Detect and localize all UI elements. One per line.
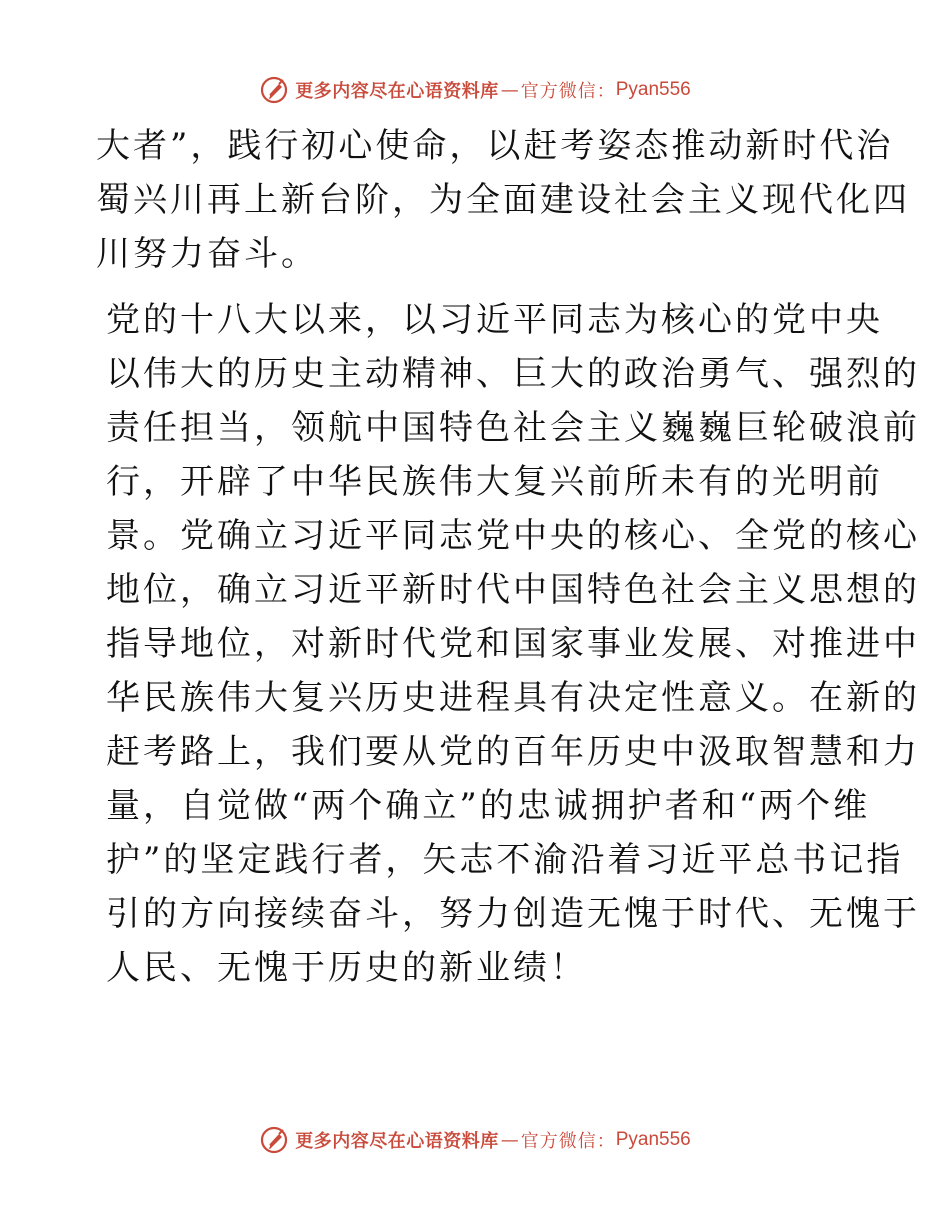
paragraph-line: 蜀兴川再上新台阶，为全面建设社会主义现代化四: [96, 180, 910, 220]
paragraph-line: 指导地位，对新时代党和国家事业发展、对推进中: [106, 624, 920, 664]
paragraph-line: 华民族伟大复兴历史进程具有决定性意义。在新的: [106, 678, 920, 718]
banner-separator: —: [500, 1129, 519, 1151]
paragraph-line: 以伟大的历史主动精神、巨大的政治勇气、强烈的: [106, 354, 920, 394]
paragraph-1: [96, 119, 910, 293]
paragraph-line: 地位，确立习近平新时代中国特色社会主义思想的: [106, 570, 920, 610]
paragraph-line: 量，自觉做“两个确立”的忠诚拥护者和“两个维: [106, 786, 871, 826]
paragraph-line: 川努力奋斗。: [96, 234, 318, 274]
header-banner: [0, 70, 950, 110]
banner-wechat-id: Pyan556: [615, 79, 691, 100]
footer-banner: [0, 1120, 950, 1160]
banner-wechat-label: 官方微信：: [520, 1131, 616, 1152]
paragraph-line: 责任担当，领航中国特色社会主义巍巍巨轮破浪前: [106, 408, 920, 448]
paragraph-line: 人民、无愧于历史的新业绩！: [106, 948, 587, 988]
banner-site-name: 更多内容尽在心语资料库: [295, 81, 499, 102]
paragraph-line: 大者”，践行初心使命，以赶考姿态推动新时代治: [96, 126, 894, 166]
banner-wechat-label: 官方微信：: [520, 81, 616, 102]
quill-logo-icon: [259, 75, 289, 105]
banner-separator: —: [500, 79, 519, 101]
paragraph-line: 景。党确立习近平同志党中央的核心、全党的核心: [106, 516, 920, 556]
banner-wechat-id: Pyan556: [615, 1129, 691, 1150]
document-body: [96, 119, 920, 995]
quill-logo-icon: [259, 1125, 289, 1155]
paragraph-line: 党的十八大以来，以习近平同志为核心的党中央: [106, 300, 883, 340]
paragraph-line: 赶考路上，我们要从党的百年历史中汲取智慧和力: [106, 732, 920, 772]
paragraph-line: 引的方向接续奋斗，努力创造无愧于时代、无愧于: [106, 894, 920, 934]
paragraph-2: [96, 293, 920, 995]
paragraph-line: 护”的坚定践行者，矢志不渝沿着习近平总书记指: [106, 840, 904, 880]
paragraph-line: 行，开辟了中华民族伟大复兴前所未有的光明前: [106, 462, 883, 502]
banner-site-name: 更多内容尽在心语资料库: [295, 1131, 499, 1152]
